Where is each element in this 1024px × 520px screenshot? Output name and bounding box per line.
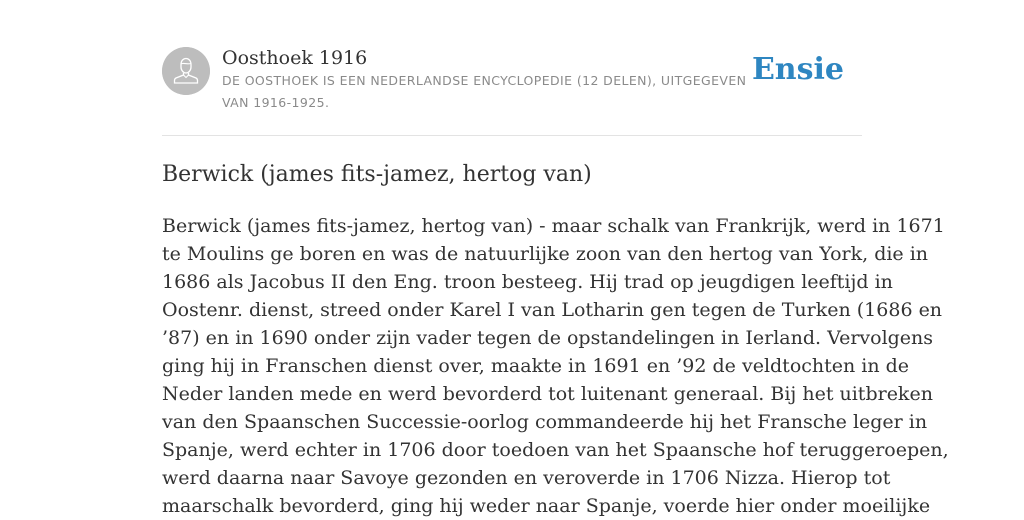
source-name[interactable]: Oosthoek 1916 bbox=[222, 47, 368, 69]
source-description-line: DE OOSTHOEK IS EEN NEDERLANDSE ENCYCLOPEDIE (12 DELEN), UITGEGEVEN bbox=[222, 73, 747, 88]
article-line: maarschalk bevorderd, ging hij weder naar Spanje, voerde hier onder moeilijke bbox=[162, 495, 931, 517]
ensie-logo[interactable]: Ensie bbox=[751, 52, 844, 87]
source-meta bbox=[222, 46, 762, 114]
avatar-person-icon bbox=[162, 47, 210, 95]
article-line: werd daarna naar Savoye gezonden en veroverde in 1706 Nizza. Hierop tot bbox=[162, 467, 891, 489]
article-line: van den Spaanschen Successie-oorlog commandeerde hij het Fransche leger in bbox=[162, 411, 928, 433]
user-avatar-icon[interactable] bbox=[162, 47, 210, 95]
source-description-line: VAN 1916-1925. bbox=[222, 95, 330, 110]
article-line: Spanje, werd echter in 1706 door toedoen van het Spaansche hof teruggeroepen, bbox=[162, 439, 949, 461]
source-header bbox=[162, 0, 862, 136]
article-line: te Moulins ge boren en was de natuurlijke zoon van den hertog van York, die in bbox=[162, 243, 929, 265]
source-description bbox=[222, 70, 762, 114]
article-line: Oostenr. dienst, streed onder Karel I van Lotharin gen tegen de Turken (1686 en bbox=[162, 299, 943, 321]
page-container bbox=[162, 0, 949, 517]
article-line: ’87) en in 1690 onder zijn vader tegen de opstandelingen in Ierland. Vervolgens bbox=[162, 327, 934, 349]
article-line: 1686 als Jacobus II den Eng. troon besteeg. Hij trad op jeugdigen leeftijd in bbox=[162, 271, 893, 293]
page-title: Berwick (james fits-jamez, hertog van) bbox=[162, 162, 592, 187]
article-line: Neder landen mede en werd bevorderd tot luitenant generaal. Bij het uitbreken bbox=[162, 383, 933, 405]
article-line: Berwick (james fits-jamez, hertog van) - maar schalk van Frankrijk, werd in 1671 bbox=[162, 215, 945, 237]
article-body bbox=[162, 212, 949, 520]
article-line: ging hij in Franschen dienst over, maakte in 1691 en ’92 de veldtochten in de bbox=[162, 355, 910, 377]
